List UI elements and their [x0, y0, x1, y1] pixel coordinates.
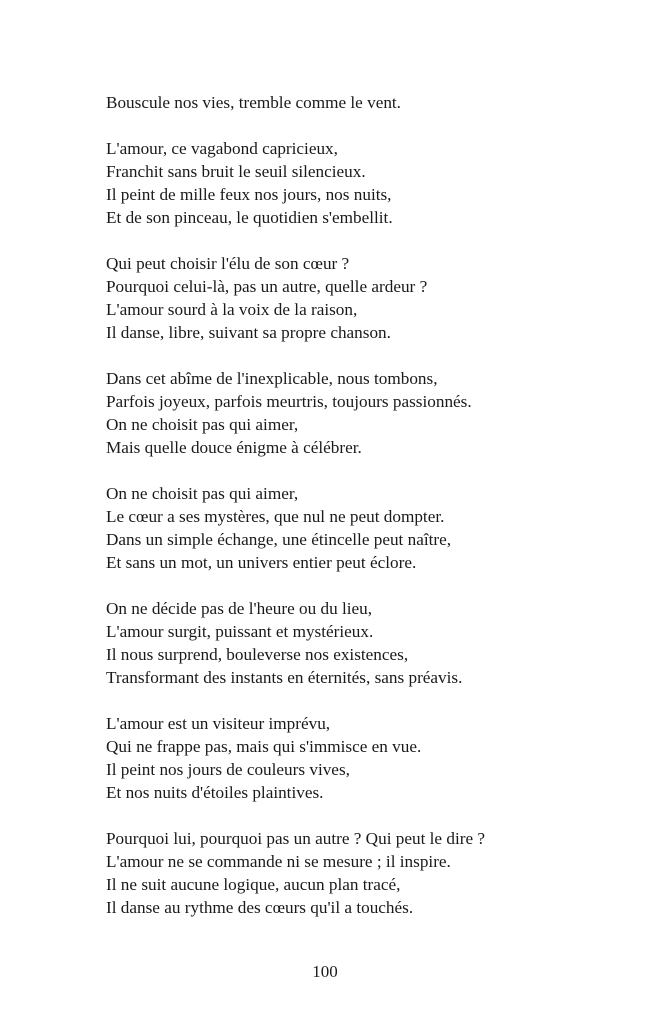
stanza-1 — [106, 91, 626, 114]
verse-line: Parfois joyeux, parfois meurtris, toujours passionnés. — [106, 392, 472, 411]
verse-line: L'amour ne se commande ni se mesure ; il inspire. — [106, 852, 451, 871]
verse-line: Il danse au rythme des cœurs qu'il a touchés. — [106, 898, 414, 917]
verse-line: Il peint nos jours de couleurs vives, — [106, 760, 350, 779]
verse-line: On ne décide pas de l'heure ou du lieu, — [106, 599, 373, 618]
verse-line: Il ne suit aucune logique, aucun plan tracé, — [106, 875, 401, 894]
verse-line: L'amour, ce vagabond capricieux, — [106, 139, 338, 158]
verse-line: L'amour surgit, puissant et mystérieux. — [106, 622, 374, 641]
verse-line: Franchit sans bruit le seuil silencieux. — [106, 162, 366, 181]
verse-line: On ne choisit pas qui aimer, — [106, 484, 299, 503]
verse-line: Et de son pinceau, le quotidien s'embellit. — [106, 208, 393, 227]
stanza-6 — [106, 597, 626, 689]
verse-line: On ne choisit pas qui aimer, — [106, 415, 299, 434]
stanza-2 — [106, 137, 626, 229]
stanza-3 — [106, 252, 626, 344]
verse-line: Pourquoi lui, pourquoi pas un autre ? Qui peut le dire ? — [106, 829, 485, 848]
poem-body — [106, 91, 626, 942]
verse-line: Et sans un mot, un univers entier peut éclore. — [106, 553, 417, 572]
verse-line: L'amour sourd à la voix de la raison, — [106, 300, 358, 319]
page-number: 100 — [312, 962, 338, 981]
verse-line: Il peint de mille feux nos jours, nos nuits, — [106, 185, 392, 204]
verse-line: Il nous surprend, bouleverse nos existences, — [106, 645, 409, 664]
verse-line: Transformant des instants en éternités, sans préavis. — [106, 668, 463, 687]
verse-line: Dans cet abîme de l'inexplicable, nous tombons, — [106, 369, 438, 388]
verse-line: L'amour est un visiteur imprévu, — [106, 714, 331, 733]
verse-line: Le cœur a ses mystères, que nul ne peut dompter. — [106, 507, 445, 526]
verse-line: Qui ne frappe pas, mais qui s'immisce en vue. — [106, 737, 422, 756]
verse-line: Il danse, libre, suivant sa propre chanson. — [106, 323, 391, 342]
verse-line: Pourquoi celui-là, pas un autre, quelle ardeur ? — [106, 277, 428, 296]
stanza-4 — [106, 367, 626, 459]
verse-line: Bouscule nos vies, tremble comme le vent. — [106, 93, 401, 112]
verse-line: Mais quelle douce énigme à célébrer. — [106, 438, 362, 457]
verse-line: Dans un simple échange, une étincelle peut naître, — [106, 530, 452, 549]
verse-line: Qui peut choisir l'élu de son cœur ? — [106, 254, 350, 273]
verse-line: Et nos nuits d'étoiles plaintives. — [106, 783, 324, 802]
stanza-5 — [106, 482, 626, 574]
stanza-8 — [106, 827, 626, 919]
stanza-7 — [106, 712, 626, 804]
